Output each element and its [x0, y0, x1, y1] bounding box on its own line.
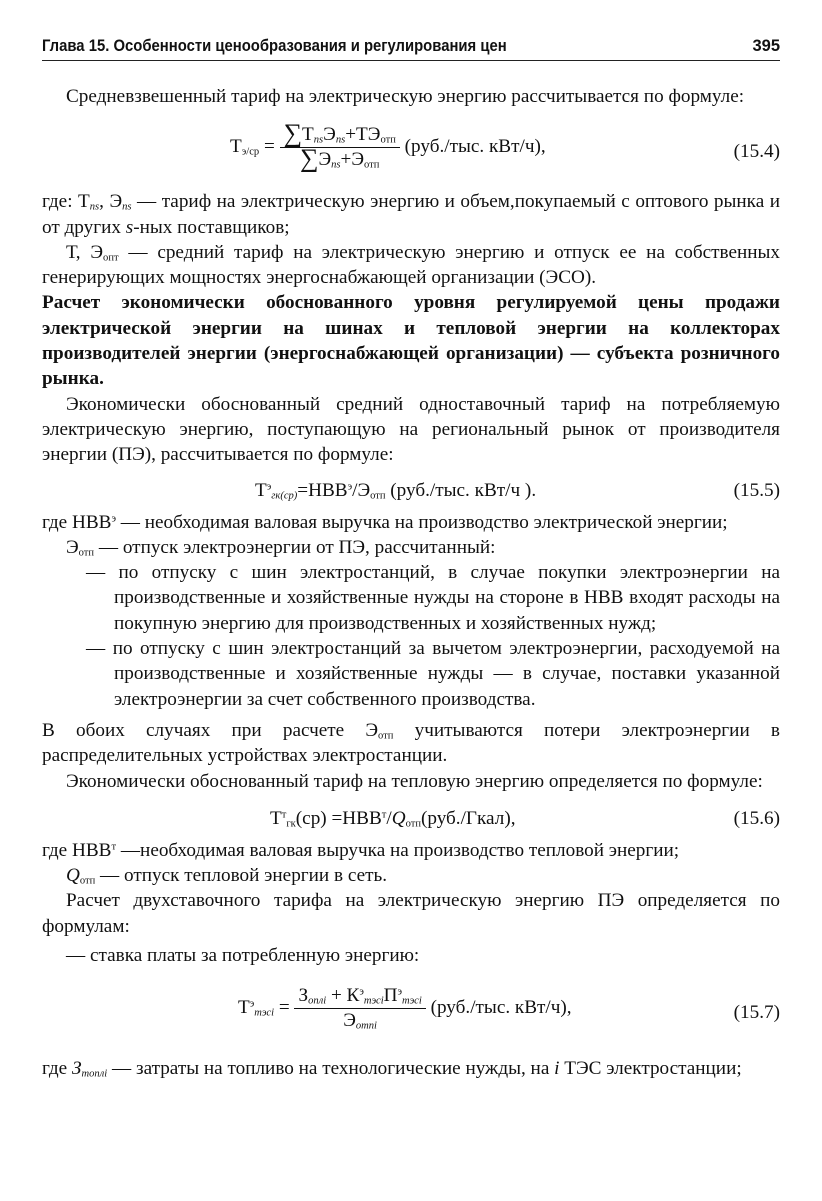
equation-number: (15.6) [733, 807, 780, 829]
equation-number: (15.7) [733, 1002, 780, 1024]
equation-number: (15.5) [733, 479, 780, 501]
paragraph-q-otp: $Q_{отп}$ — отпуск тепловой энергии в сеть. [66, 865, 388, 887]
formula-unit: (руб./тыс. кВт/ч ). [385, 479, 537, 501]
formula-15-6: $Т^т_{гк}(ср)$ $=НВВ^т/Q_{отп}(руб./Гкал)$, (15.6) [270, 807, 780, 830]
list-item: — ставка платы за потребленную энергию: [66, 945, 420, 967]
formula-unit: (руб./тыс. кВт/ч), [430, 997, 572, 1019]
formula-15-5: $Т^э_{гк(ср)}=НВВ^э/Э_{отп}$ (руб./тыс. кВт/ч ). (15.5) [255, 479, 780, 502]
formula-unit: (руб./тыс. кВт/ч), [404, 136, 546, 158]
page-number: 395 [752, 37, 780, 55]
paragraph-fuel-costs: где $З_{топлi}$ — затраты на топливо на технологические нужды, на i ТЭС электростанции; [42, 1058, 742, 1080]
equation-number: (15.4) [733, 141, 780, 163]
paragraph-nvv-t: где $НВВ^т$ —необходимая валовая выручка на производство тепловой энергии; [42, 839, 680, 861]
paragraph-two-rate: Расчет двухставочного тарифа на электрическую энергию ПЭ определяется по формулам: [42, 890, 780, 937]
chapter-title: Глава 15. Особенности ценообразования и регулирования цен [42, 37, 507, 55]
paragraph-single-rate: Экономически обоснованный средний одноставочный тариф на потребляемую электрическую энергию, поступающую на региональный рынок от производителя энергии (ПЭ), рассчитывается по формуле: [42, 393, 780, 466]
formula-unit: (руб./Гкал), [420, 807, 516, 829]
paragraph-e-otp: $Э_{отп}$ — отпуск электроэнергии от ПЭ, рассчитанный: [66, 536, 496, 559]
fraction: $\frac{\sum Т_{ns}Э_{ns}+ТЭ_{отп}}{\sum Э_{ns}+Э_{отп}}$ [280, 123, 400, 172]
fraction: $\frac{З_{оплi} + К^э_{тэсi}П^э_{тэсi}}{Э_{отпi}}$ [294, 984, 425, 1033]
paragraph-nvv-e: где $НВВ^э$ — необходимая валовая выручка на производство электрической энергии; [42, 511, 728, 533]
section-heading: Расчет экономически обоснованного уровня регулируемой цены продажи электрической энергии на шинах и тепловой энергии на коллекторах производителей энергии (энергоснабжающей организации) — субъекта розничного рынка. [42, 292, 780, 390]
paragraph-where-2: Т, $Э_{опт}$ — средний тариф на электрическую энергию и отпуск ее на собственных генерирующих мощностях энергоснабжающей организации (ЭСО). [42, 241, 780, 289]
running-header [42, 34, 780, 61]
list-item: — по отпуску с шин электростанций, в случае покупки электроэнергии на производственные и хозяйственные нужды на стороне в НВВ входят расходы на покупную энергию для производственных и хозяйственных нужд; [86, 562, 780, 634]
paragraph-where-1: где: $Т_{ns}$, $Э_{ns}$ — тариф на электрическую энергию и объем,покупаемый с оптового рынка и от других s-ных поставщиков; [42, 191, 780, 238]
formula-15-7: $Т^э_{тэсi}$ = $\frac{З_{оплi} + К^э_{тэсi}П^э_{тэсi}}{Э_{отпi}}$ (руб./тыс. кВт/ч), (15.7) [238, 985, 780, 1032]
list-item: — по отпуску с шин электростанций за вычетом электроэнергии, расходуемой на производственные и хозяйственные нужды — в случае, поставки указанной электроэнергии за счет собственного производства. [86, 638, 780, 710]
page-body [42, 84, 780, 1082]
paragraph-intro: Средневзвешенный тариф на электрическую энергию рассчитывается по формуле: [66, 86, 745, 107]
formula-15-4: $Т_{э/ср}$ = $\frac{\sum Т_{ns}Э_{ns}+ТЭ_{отп}}{\sum Э_{ns}+Э_{отп}}$ (руб./тыс. кВт/ч), (15.4) [230, 118, 780, 173]
paragraph-heat-tariff: Экономически обоснованный тариф на тепловую энергию определяется по формуле: [66, 770, 763, 792]
paragraph-losses: В обоих случаях при расчете $Э_{отп}$ учитываются потери электроэнергии в распределительных устройствах электростанции. [42, 719, 780, 767]
